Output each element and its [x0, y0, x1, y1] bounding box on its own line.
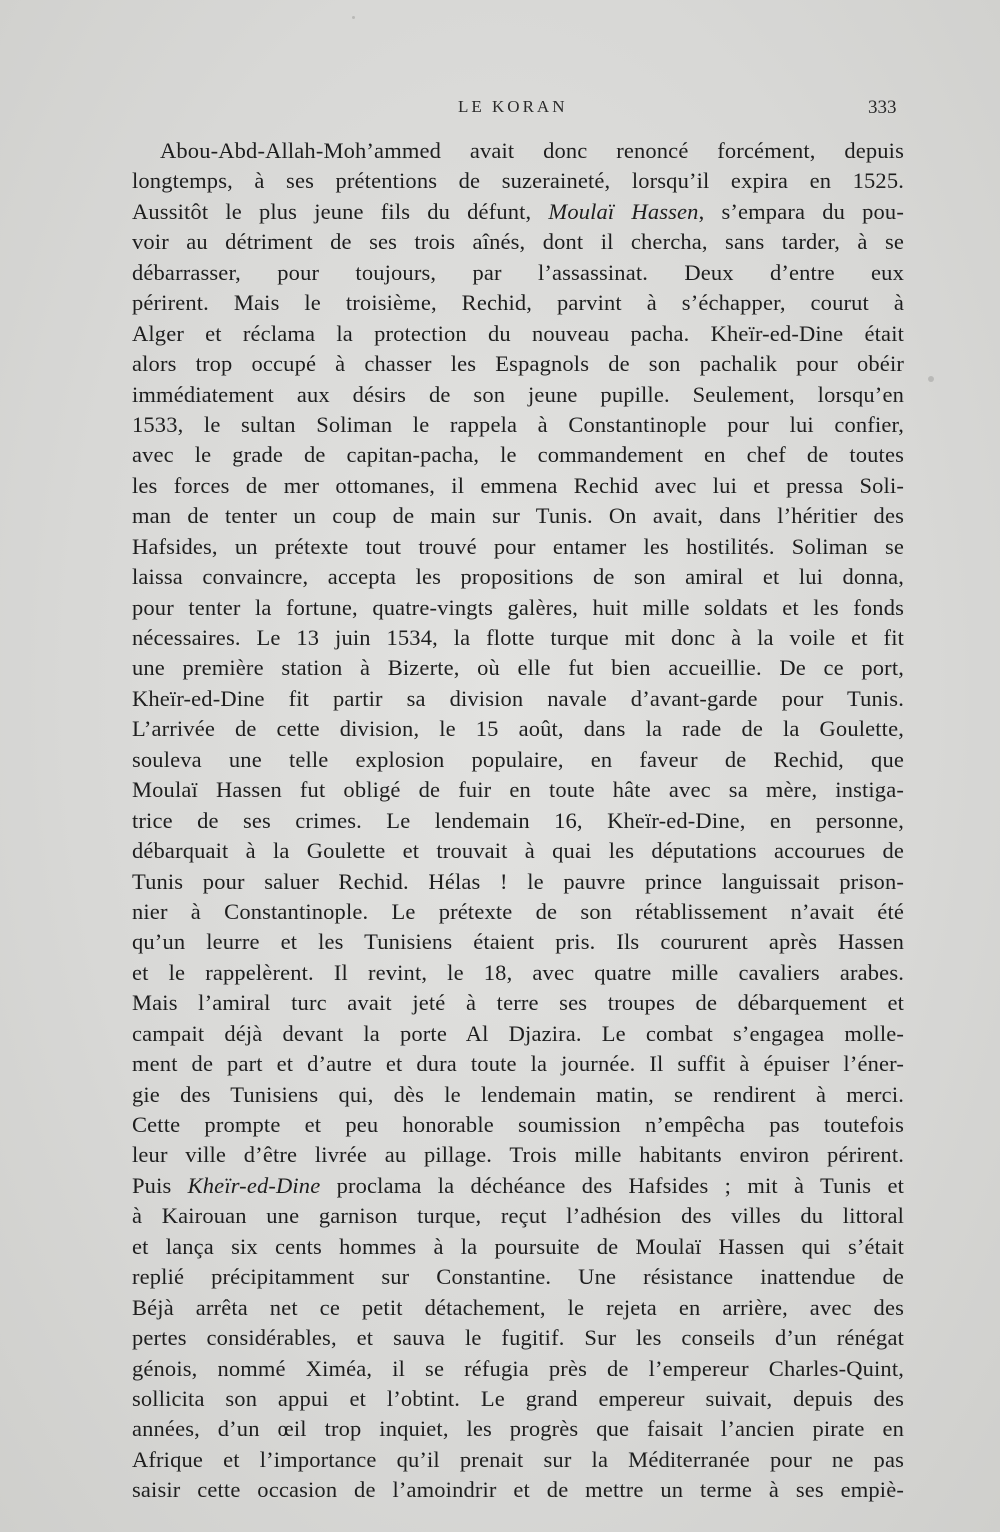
- text-segment: , s’empara du pou-: [698, 198, 904, 224]
- text-line: [132, 897, 904, 927]
- text-segment: Tunis pour saluer Rechid. Hélas ! le pauvre prince languissait prison-: [132, 868, 904, 894]
- text-segment: voir au détriment de ses trois aînés, dont il chercha, sans tarder, à se: [132, 229, 904, 255]
- text-line: [132, 1293, 904, 1323]
- text-segment: pertes considérables, et sauva le fugitif. Sur les conseils d’un rénégat: [132, 1325, 904, 1351]
- text-segment: sollicita son appui et l’obtint. Le grand empereur suivait, depuis des: [132, 1385, 904, 1411]
- text-line: [132, 958, 904, 988]
- text-segment: nécessaires. Le 13 juin 1534, la flotte turque mit donc à la voile et fit: [132, 625, 904, 650]
- text-segment: trice de ses crimes. Le lendemain 16, Kheïr-ed-Dine, en personne,: [132, 807, 904, 833]
- text-line: [132, 593, 904, 623]
- text-segment: Abou-Abd-Allah-Moh’ammed avait donc renoncé forcément, depuis: [160, 138, 904, 163]
- text-segment: L’arrivée de cette division, le 15 août, dans la rade de la Goulette,: [132, 716, 904, 742]
- text-line: [132, 684, 904, 714]
- text-segment: qu’un leurre et les Tunisiens étaient pris. Ils coururent après Hassen: [132, 929, 904, 955]
- text-segment: débarrasser, pour toujours, par l’assassinat. Deux d’entre eux: [132, 259, 904, 285]
- text-line: [132, 166, 904, 196]
- running-title: LE KORAN: [458, 97, 568, 116]
- text-segment: campait déjà devant la porte Al Djazira. Le combat s’engagea molle-: [132, 1020, 904, 1046]
- text-segment: proclama la déchéance des Hafsides ; mit à Tunis et: [320, 1172, 904, 1198]
- text-segment: Cette prompte et peu honorable soumission n’empêcha pas toutefois: [132, 1112, 904, 1137]
- text-segment: Puis: [132, 1172, 188, 1198]
- text-line: [132, 1201, 904, 1231]
- text-line: [132, 258, 904, 288]
- text-segment: Moulaï Hassen fut obligé de fuir en toute hâte avec sa mère, instiga-: [132, 777, 904, 803]
- text-line: [132, 562, 904, 592]
- page-number: 333: [868, 97, 897, 118]
- text-line: [132, 1019, 904, 1049]
- text-segment: Mais l’amiral turc avait jeté à terre ses troupes de débarquement et: [132, 990, 904, 1016]
- text-line: [132, 501, 904, 531]
- text-line: [132, 136, 904, 166]
- text-line: [132, 380, 904, 410]
- text-segment: et lança six cents hommes à la poursuite de Moulaï Hassen qui s’était: [132, 1233, 904, 1259]
- text-segment: et le rappelèrent. Il revint, le 18, avec quatre mille cavaliers arabes.: [132, 959, 904, 985]
- text-line: [132, 867, 904, 897]
- text-segment: débarquait à la Goulette et trouvait à quai les députations accourues de: [132, 838, 904, 864]
- text-line: [132, 1475, 904, 1505]
- text-segment: Hafsides, un prétexte tout trouvé pour entamer les hostilités. Soliman se: [132, 533, 904, 559]
- text-line: [132, 806, 904, 836]
- text-segment: périrent. Mais le troisième, Rechid, parvint à s’échapper, courut à: [132, 290, 904, 316]
- text-line: [132, 1110, 904, 1140]
- text-line: [132, 1354, 904, 1384]
- text-segment: à Kairouan une garnison turque, reçut l’adhésion des villes du littoral: [132, 1203, 904, 1229]
- text-line: [132, 440, 904, 470]
- text-line: [132, 927, 904, 957]
- text-segment: avec le grade de capitan-pacha, le commandement en chef de toutes: [132, 442, 904, 468]
- text-line: [132, 745, 904, 775]
- text-segment: 1533, le sultan Soliman le rappela à Constantinople pour lui confier,: [132, 411, 904, 437]
- text-line: [132, 1262, 904, 1292]
- text-line: [132, 532, 904, 562]
- text-line: [132, 836, 904, 866]
- text-line: [132, 197, 904, 227]
- text-segment: leur ville d’être livrée au pillage. Trois mille habitants environ périrent.: [132, 1142, 904, 1168]
- text-segment: nier à Constantinople. Le prétexte de son rétablissement n’avait été: [132, 898, 904, 924]
- text-line: [132, 1414, 904, 1444]
- text-segment: Alger et réclama la protection du nouveau pacha. Kheïr-ed-Dine était: [132, 320, 904, 346]
- text-segment: saisir cette occasion de l’amoindrir et de mettre un terme à ses empiè-: [132, 1477, 904, 1503]
- text-segment: Afrique et l’importance qu’il prenait sur la Méditerranée pour ne pas: [132, 1446, 904, 1472]
- text-segment: Kheïr-ed-Dine fit partir sa division navale d’avant-garde pour Tunis.: [132, 685, 904, 711]
- text-segment: laissa convaincre, accepta les propositions de son amiral et lui donna,: [132, 564, 904, 590]
- text-line: [132, 775, 904, 805]
- text-line: [132, 1232, 904, 1262]
- paper-speck: [928, 376, 934, 382]
- text-segment: Béjà arrêta net ce petit détachement, le rejeta en arrière, avec des: [132, 1294, 904, 1320]
- text-segment: génois, nommé Ximéa, il se réfugia près de l’empereur Charles-Quint,: [132, 1355, 904, 1381]
- text-segment: immédiatement aux désirs de son jeune pupille. Seulement, lorsqu’en: [132, 381, 904, 407]
- text-segment: les forces de mer ottomanes, il emmena Rechid avec lui et pressa Soli-: [132, 472, 904, 498]
- text-line: [132, 349, 904, 379]
- text-segment: gie des Tunisiens qui, dès le lendemain matin, se rendirent à merci.: [132, 1081, 904, 1107]
- text-segment: pour tenter la fortune, quatre-vingts galères, huit mille soldats et les fonds: [132, 594, 904, 620]
- text-line: [132, 1140, 904, 1170]
- text-line: [132, 988, 904, 1018]
- text-segment: années, d’un œil trop inquiet, les progrès que faisait l’ancien pirate en: [132, 1416, 904, 1442]
- text-line: [132, 288, 904, 318]
- text-line: [132, 1080, 904, 1110]
- text-segment: Aussitôt le plus jeune fils du défunt,: [132, 198, 549, 224]
- text-line: [132, 1384, 904, 1414]
- text-line: [132, 319, 904, 349]
- text-line: [132, 227, 904, 257]
- text-segment: longtemps, à ses prétentions de suzeraineté, lorsqu’il expira en 1525.: [132, 168, 904, 194]
- text-line: [132, 1171, 904, 1201]
- text-line: [132, 714, 904, 744]
- text-line: [132, 471, 904, 501]
- text-line: [132, 623, 904, 653]
- italic-name: Moulaï Hassen: [548, 198, 699, 224]
- text-line: [132, 410, 904, 440]
- text-line: [132, 1323, 904, 1353]
- text-line: [132, 1049, 904, 1079]
- text-segment: souleva une telle explosion populaire, en faveur de Rechid, que: [132, 746, 904, 772]
- text-line: [132, 1445, 904, 1475]
- running-header: [0, 97, 1000, 127]
- text-segment: alors trop occupé à chasser les Espagnols de son pachalik pour obéir: [132, 351, 904, 377]
- text-segment: une première station à Bizerte, où elle fut bien accueillie. De ce port,: [132, 655, 904, 681]
- text-segment: man de tenter un coup de main sur Tunis. On avait, dans l’héritier des: [132, 503, 904, 529]
- italic-name: Kheïr-ed-Dine: [187, 1172, 321, 1198]
- body-text: [132, 136, 904, 1506]
- text-line: [132, 653, 904, 683]
- text-segment: replié précipitamment sur Constantine. Une résistance inattendue de: [132, 1264, 904, 1290]
- text-segment: ment de part et d’autre et dura toute la journée. Il suffit à épuiser l’éner-: [132, 1051, 904, 1077]
- paper-speck: [352, 16, 355, 19]
